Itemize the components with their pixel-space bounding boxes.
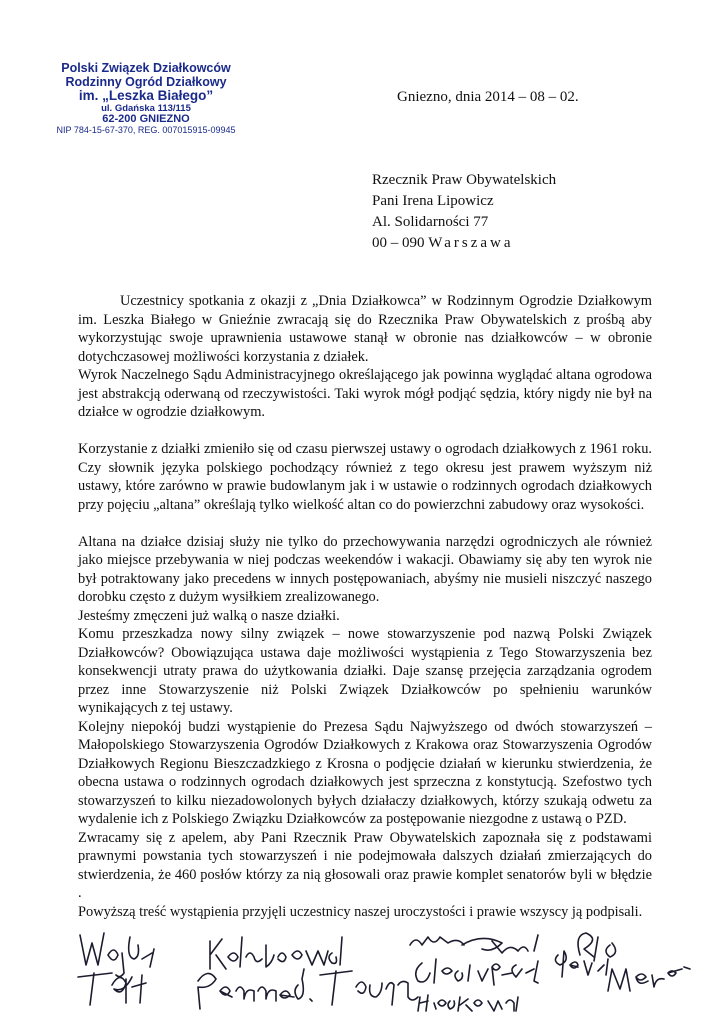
signature-5	[78, 973, 146, 1005]
recipient-postcode: 00 – 090	[372, 235, 425, 251]
signature-9	[555, 951, 608, 977]
recipient-city-line	[372, 233, 556, 254]
stamp-line-nip-reg: NIP 784-15-67-370, REG. 007015915-09945	[56, 124, 236, 135]
recipient-name: Pani Irena Lipowicz	[372, 193, 494, 209]
letter-body	[78, 292, 652, 921]
letter-date: Gniezno, dnia 2014 – 08 – 02.	[397, 89, 579, 105]
paragraph-5: Jesteśmy zmęczeni już walką o nasze działki.	[78, 607, 340, 624]
signature-6	[198, 969, 312, 1009]
signature-4	[578, 933, 616, 961]
paragraph-1: Uczestnicy spotkania z okazji z „Dnia Działkowca” w Rodzinnym Ogrodzie Działkowym im. Leszka Białego w Gnieźnie zwracają się do Rzecznika Praw Obywatelskich z prośbą aby wykorzystując swoje uprawnienia ustawowe stanął w obronie nas działkowców – w obronie dotychczasowej możliwości korzystania z działek.	[78, 293, 652, 365]
paragraph-2: Wyrok Naczelnego Sądu Administracyjnego określającego jak powinna wyglądać altana ogrodowa jest abstrakcją oderwaną od rzeczywistości. Taki wyrok mógł podjąć sędzia, który nigdy nie był na działce w ogrodzie działkowym.	[78, 367, 652, 420]
recipient-city: Warszawa	[428, 235, 514, 251]
stamp-line-garden: Rodzinny Ogród Działkowy	[65, 74, 227, 89]
paragraph-4: Altana na działce dzisiaj służy nie tylko do przechowywania narzędzi ogrodniczych ale również jako miejsce przebywania w niej podczas weekendów i wakacji. Obawiamy się aby ten wyrok nie był potraktowany jako precedens w innych postępowaniach, abyśmy nie musieli niszczyć naszego dorobku często z dużym wysiłkiem zrealizowanego.	[78, 533, 652, 605]
signature-8	[416, 959, 538, 985]
stamp-line-organization: Polski Związek Działkowców	[61, 61, 231, 75]
recipient-address	[372, 170, 556, 254]
recipient-office: Rzecznik Praw Obywatelskich	[372, 172, 557, 188]
paragraph-3: Korzystanie z działki zmieniło się od czasu pierwszej ustawy o ogrodach działkowych z 1961 roku. Czy słownik języka polskiego pochodzący również z tego okresu jest prawem wyższym niż ustawy, które zarówno w prawie budowlanym jak i w ustawie o rodzinnych ogrodach działkowych przy pojęciu „altana” określają tylko wielkość altan co do powierzchni zabudowy oraz wysokości.	[78, 441, 652, 513]
stamp-line-street: ul. Gdańska 113/115	[101, 102, 191, 114]
organization-stamp	[36, 62, 256, 135]
handwritten-signatures	[70, 915, 710, 1015]
paragraph-7: Kolejny niepokój budzi wystąpienie do Prezesa Sądu Najwyższego od dwóch stowarzyszeń – Małopolskiego Stowarzyszenia Ogrodów Działkowych z Krakowa oraz Stowarzyszenia Ogrodów Działkowych Regionu Bieszczadzkiego z Krosna o podjęcie działań w kierunku stwierdzenia, że obecna ustawa o rodzinnych ogrodach działkowych jest sprzeczna z konstytucją. Szefostwo tych stowarzyszeń to kilku niezadowolonych byłych działaczy działkowych, którzy szukają odwetu za wydalenie ich z Polskiego Związku Działkowców za postępowanie niezgodne z ustawą o PZD.	[78, 718, 652, 827]
recipient-street: Al. Solidarności 77	[372, 214, 489, 230]
signature-3	[410, 935, 538, 953]
paragraph-8: Zwracamy się z apelem, aby Pani Rzecznik Praw Obywatelskich zapoznała się z podstawami prawnymi powstania tych stowarzyszeń i nie podejmowała dalszych działań zmierzających do stwierdzenia, że 460 posłów którzy za nią głosowali oraz prawie komplet senatorów byli w błędzie .	[78, 829, 652, 901]
signature-1	[80, 933, 154, 977]
signature-7	[320, 971, 418, 1005]
stamp-line-patron: im. „Leszka Białego”	[78, 88, 214, 103]
signature-11	[608, 967, 690, 991]
stamp-line-city: 62-200 GNIEZNO	[102, 112, 190, 125]
paragraph-6: Komu przeszkadza nowy silny związek – nowe stowarzyszenie pod nazwą Polski Związek Działkowców? Obowiązująca ustawa daje możliwości wystąpienia z Tego Stowarzyszenia bez konsekwencji utraty prawa do użytkowania działki. Daje szansę przejęcia zarządzania ogrodem przez inne Stowarzyszenie niż Polski Związek Działkowców po spełnieniu warunków wynikających z tej ustawy.	[78, 626, 652, 716]
paragraph-9: Powyższą treść wystąpienia przyjęli uczestnicy naszej uroczystości i prawie wszyscy ją podpisali.	[78, 903, 643, 920]
signature-2	[210, 937, 342, 969]
signatures-area	[70, 915, 710, 1015]
signature-10	[418, 995, 518, 1011]
